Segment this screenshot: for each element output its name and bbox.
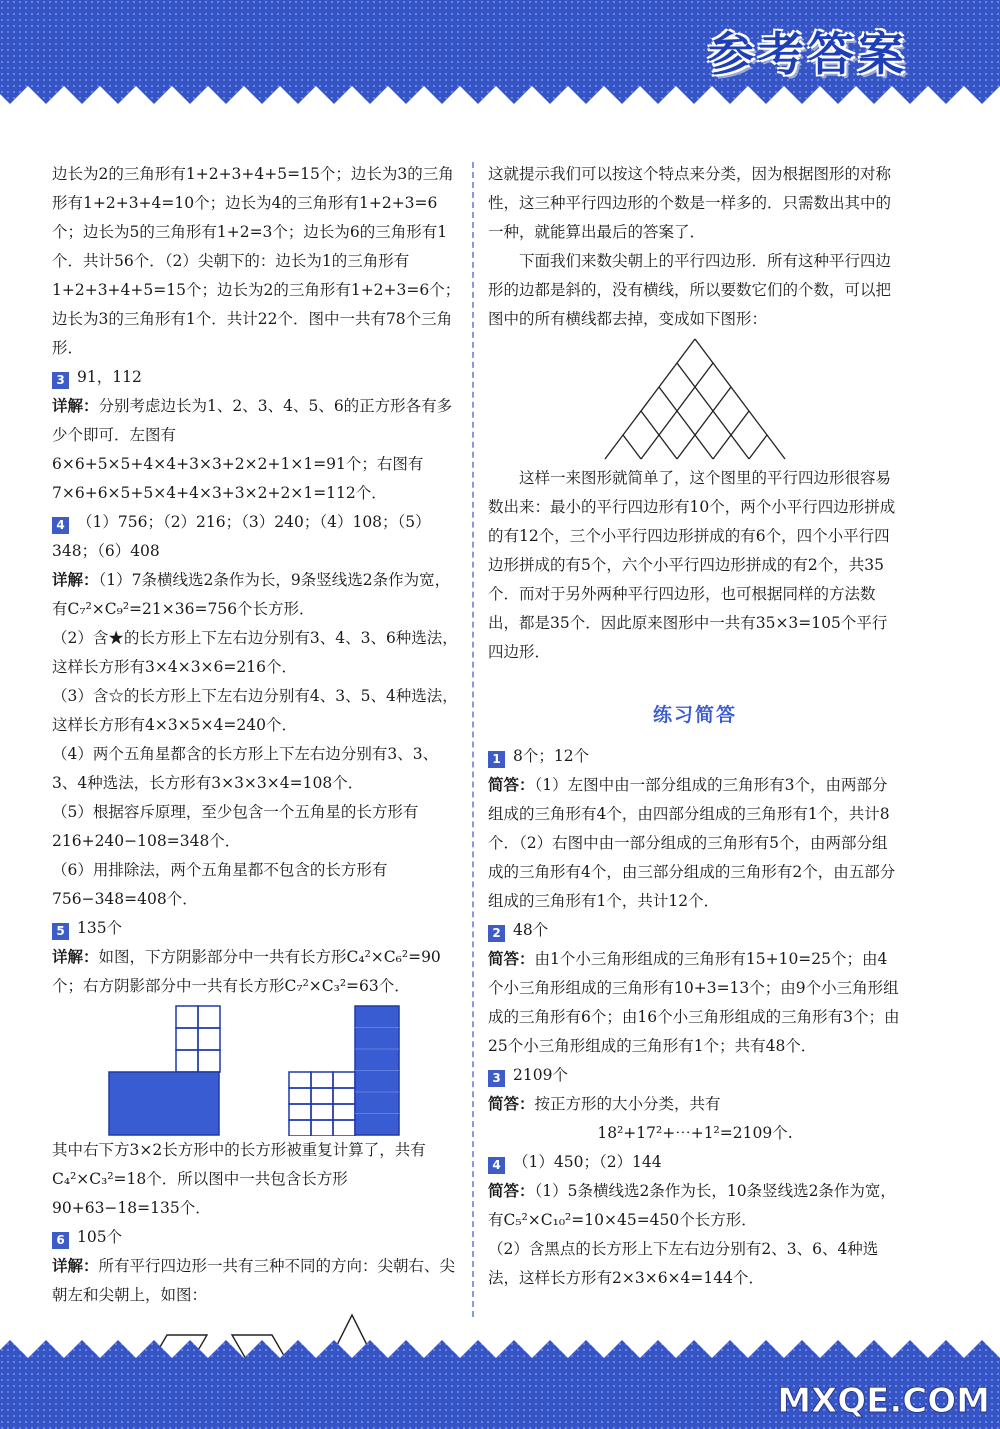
brief-label: 简答： xyxy=(488,1182,535,1200)
section-heading: 练习简答 xyxy=(652,704,737,726)
q4-line-3: （3）含☆的长方形上下左右边分别有4、3、5、4种选法，这样长方形有4×3×5×4=240个． xyxy=(52,687,458,734)
question-number-badge: 6 xyxy=(52,1232,69,1249)
e2-answer xyxy=(488,916,902,945)
explain-label: 详解： xyxy=(52,571,99,589)
q6-paragraph-3: 这样一来图形就简单了，这个图里的平行四边形很容易数出来：最小的平行四边形有10个，两个小平行四边形拼成的有12个，三个小平行四边形拼成的有6个，四个小平行四边形拼成的有5个，六个小平行四边形拼成的有2个，共35个．而对于另外两种平行四边形，也可根据同样的方法数出，都是35个．因此原来图形中一共有35×3=105个平行四边形． xyxy=(488,469,896,661)
q4-explanation xyxy=(52,566,462,624)
answer-text: 8个；12个 xyxy=(513,747,590,765)
question-number-badge: 1 xyxy=(488,751,505,768)
brief-text: 按正方形的大小分类，共有 xyxy=(534,1095,721,1113)
lattice-triangle-figure xyxy=(488,334,902,464)
bottom-banner xyxy=(0,1330,1000,1429)
e1-answer xyxy=(488,742,902,771)
e4-line-2: （2）含黑点的长方形上下左右边分别有2、3、6、4种选法，这样长方形有2×3×6×4=144个． xyxy=(488,1240,879,1287)
explain-text: 所有平行四边形一共有三种不同的方向：尖朝右、尖朝左和尖朝上，如图： xyxy=(52,1257,456,1304)
e4-answer xyxy=(488,1148,902,1177)
question-number-badge: 5 xyxy=(52,923,69,940)
q2-continuation: 边长为2的三角形有1+2+3+4+5=15个；边长为3的三角形有1+2+3+4=10个；边长为4的三角形有1+2+3=6个；边长为5的三角形有1+2=3个；边长为6的三角形有1个．共计56个．（2）尖朝下的：边长为1的三角形有1+2+3+4+5=15个；边长为2的三角形有1+2+3=6个；边长为3的三角形有1个．共计22个．图中一共有78个三角形． xyxy=(52,165,461,357)
explain-label: 详解： xyxy=(52,1257,99,1275)
q4-line-2: （2）含★的长方形上下左右边分别有3、4、3、6种选法，这样长方形有3×4×3×6=216个． xyxy=(52,629,458,676)
column-divider xyxy=(472,162,474,1317)
q6-continuation: 这就提示我们可以按这个特点来分类，因为根据图形的对称性，这三种平行四边形的个数是一样多的．只需数出其中的一种，就能算出最后的答案了． xyxy=(488,165,892,241)
brief-text: （1）5条横线选2条作为长，10条竖线选2条作为宽，有C₅²×C₁₀²=10×45=450个长方形． xyxy=(488,1182,896,1229)
answer-text: 135个 xyxy=(77,919,123,937)
q6-paragraph-2: 下面我们来数尖朝上的平行四边形．所有这种平行四边形的边都是斜的，没有横线，所以要数它们的个数，可以把图中的所有横线都去掉，变成如下图形： xyxy=(488,252,892,328)
explain-text: 如图，下方阴影部分中一共有长方形C₄²×C₆²=90个；右方阴影部分中一共有长方形C₇²×C₃²=63个． xyxy=(52,948,441,995)
e3-answer xyxy=(488,1061,902,1090)
q4-answer xyxy=(52,508,462,566)
shaded-grid-right xyxy=(289,1006,399,1136)
q3-explanation xyxy=(52,392,462,508)
e1-brief xyxy=(488,771,902,916)
question-number-badge: 3 xyxy=(488,1070,505,1087)
explain-label: 详解： xyxy=(52,397,99,415)
explain-text: 分别考虑边长为1、2、3、4、5、6的正方形各有多少个即可．左图有6×6+5×5+4×4+3×3+2×2+1×1=91个；右图有7×6+6×5+5×4+4×3+3×2+2×1=112个． xyxy=(52,397,453,502)
q6-explanation xyxy=(52,1252,462,1310)
brief-label: 简答： xyxy=(488,1095,535,1113)
answer-text: 105个 xyxy=(77,1228,123,1246)
explain-label: 详解： xyxy=(52,948,99,966)
q5-explanation xyxy=(52,943,462,1001)
e2-brief xyxy=(488,945,902,1061)
question-number-badge: 4 xyxy=(488,1157,505,1174)
answer-text: （1）450；（2）144 xyxy=(513,1153,662,1171)
shaded-grid-left xyxy=(109,1006,220,1135)
answer-text: 91，112 xyxy=(77,368,142,386)
question-number-badge: 2 xyxy=(488,925,505,942)
question-number-badge: 3 xyxy=(52,372,69,389)
q6-answer xyxy=(52,1223,462,1252)
q4-line-6: （6）用排除法，两个五角星都不包含的长方形有756−348=408个． xyxy=(52,861,388,908)
watermark-text: MXQE.COM xyxy=(777,1381,990,1421)
left-column xyxy=(52,160,462,1390)
question-number-badge: 4 xyxy=(52,517,69,534)
q5-conclusion: 其中右下方3×2长方形中的长方形被重复计算了，共有C₄²×C₃²=18个．所以图中一共包含长方形90+63−18=135个． xyxy=(52,1141,426,1217)
right-column xyxy=(488,160,902,1293)
answer-text: （1）756；（2）216；（3）240；（4）108；（5）348；（6）408 xyxy=(52,513,431,560)
e3-brief xyxy=(488,1090,902,1119)
e4-brief xyxy=(488,1177,902,1235)
q3-answer xyxy=(52,363,462,392)
brief-text: （1）左图中由一部分组成的三角形有3个，由两部分组成的三角形有4个，由四部分组成的三角形有1个，共计8个．（2）右图中由一部分组成的三角形有5个，由两部分组成的三角形有4个，由三部分组成的三角形有2个，由五部分组成的三角形有1个，共计12个． xyxy=(488,776,896,910)
explain-text: （1）7条横线选2条作为长，9条竖线选2条作为宽，有C₇²×C₉²=21×36=756个长方形． xyxy=(52,571,451,618)
answer-text: 2109个 xyxy=(513,1066,568,1084)
brief-label: 简答： xyxy=(488,950,535,968)
e3-formula: 18²+17²+⋯+1²=2109个. xyxy=(597,1124,793,1142)
rectangle-grid-figures xyxy=(52,1001,462,1136)
brief-text: 由1个小三角形组成的三角形有15+10=25个；由4个小三角形组成的三角形有10+3=13个；由9个小三角形组成的三角形有6个；由16个小三角形组成的三角形有3个；由25个小三角形组成的三角形有1个；共有48个． xyxy=(488,950,900,1055)
q5-answer xyxy=(52,914,462,943)
q4-line-4: （4）两个五角星都含的长方形上下左右边分别有3、3、3、4种选法，长方形有3×3×3×4=108个． xyxy=(52,745,439,792)
page-title: 参考答案 xyxy=(708,27,908,81)
brief-label: 简答： xyxy=(488,776,535,794)
answer-text: 48个 xyxy=(513,921,549,939)
q4-line-5: （5）根据容斥原理，至少包含一个五角星的长方形有216+240−108=348个． xyxy=(52,803,419,850)
